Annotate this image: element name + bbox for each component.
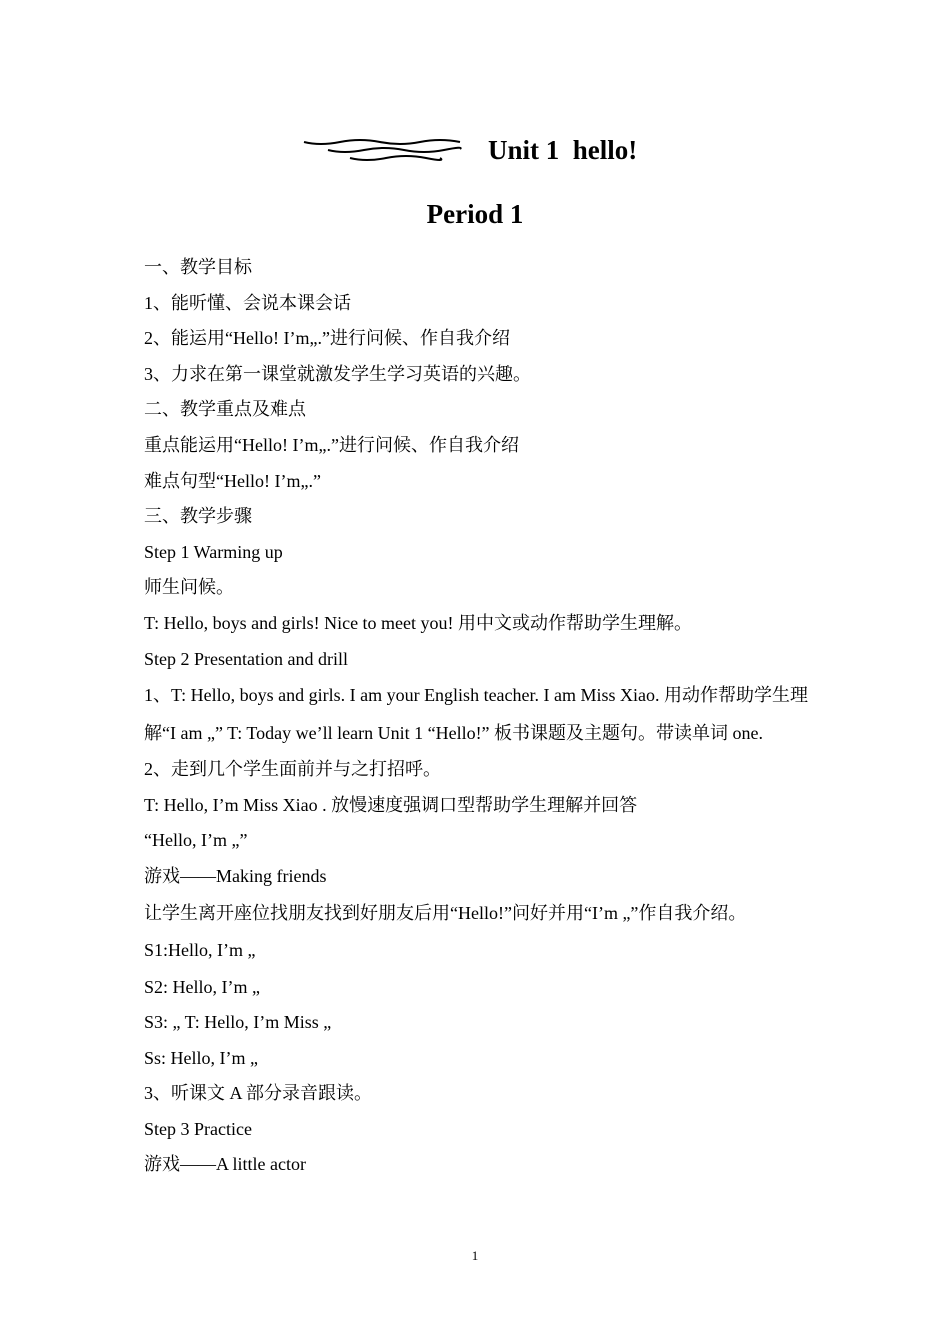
paragraph: 让学生离开座位找朋友找到好朋友后用“Hello!”问好并用“I’m „”作自我介绍。 S1:Hello, I’m „ — [144, 902, 747, 960]
step-heading: Step 2 Presentation and drill — [144, 648, 348, 669]
objective-line: 2、能运用“Hello! I’m„.”进行问候、作自我介绍 — [144, 328, 510, 349]
section-heading-objectives: 一、教学目标 — [144, 257, 252, 277]
dialogue-line: S3: „ T: Hello, I’m Miss „ — [144, 1012, 332, 1033]
paragraph: 1、T: Hello, boys and girls. I am your English teacher. I am Miss Xiao. 用动作帮助学生理解“I am „” T: Today we’ll learn Unit 1 “Hello!” 板书课题及主题句。带读单词 one. — [144, 685, 809, 743]
key-point-line: 重点能运用“Hello! I’m„.”进行问候、作自我介绍 — [144, 434, 519, 455]
objective-line: 3、力求在第一课堂就激发学生学习英语的兴趣。 — [144, 363, 531, 384]
document-body — [144, 250, 812, 1183]
document-title: Unit 1 hello! — [488, 135, 638, 165]
text-line: T: Hello, boys and girls! Nice to meet you! 用中文或动作帮助学生理解。 — [144, 612, 693, 633]
step-heading: Step 1 Warming up — [144, 541, 283, 562]
text-line: 3、听课文 A 部分录音跟读。 — [144, 1083, 373, 1104]
wave-decoration-icon — [300, 134, 470, 166]
text-line: T: Hello, I’m Miss Xiao . 放慢速度强调口型帮助学生理解并回答 — [144, 794, 638, 815]
game-heading: 游戏——A little actor — [144, 1154, 306, 1175]
text-line: “Hello, I’m „” — [144, 830, 248, 851]
game-heading: 游戏——Making friends — [144, 865, 327, 886]
section-heading-key-points: 二、教学重点及难点 — [144, 399, 306, 420]
step-heading: Step 3 Practice — [144, 1118, 252, 1139]
dialogue-line: Ss: Hello, I’m „ — [144, 1047, 258, 1068]
title-row — [0, 128, 950, 172]
text-line: 师生问候。 — [144, 577, 234, 598]
period-heading: Period 1 — [426, 199, 524, 229]
difficulty-line: 难点句型“Hello! I’m„.” — [144, 470, 321, 491]
section-heading-steps: 三、教学步骤 — [144, 506, 252, 527]
text-line: 2、走到几个学生面前并与之打招呼。 — [144, 759, 441, 780]
objective-line: 1、能听懂、会说本课会话 — [144, 292, 351, 313]
page-number: 1 — [471, 1248, 479, 1263]
dialogue-line: S2: Hello, I’m „ — [144, 976, 260, 997]
